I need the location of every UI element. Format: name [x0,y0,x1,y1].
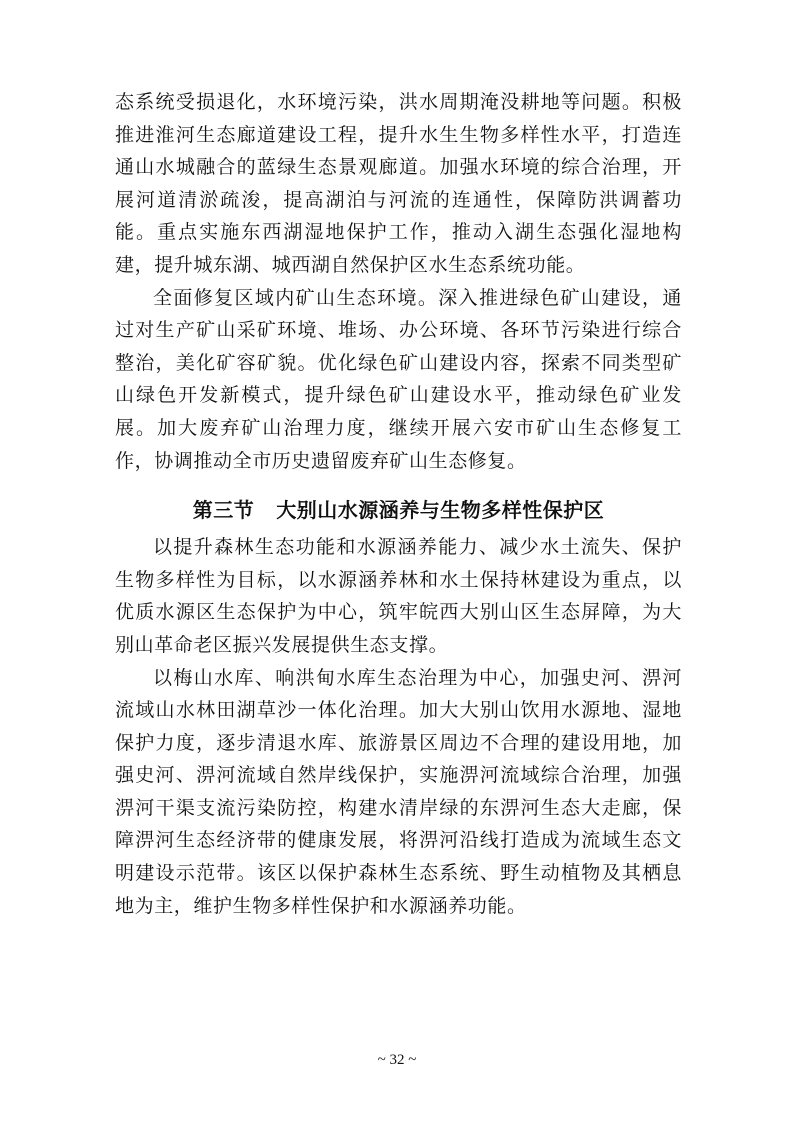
paragraph-mine-restoration: 全面修复区域内矿山生态环境。深入推进绿色矿山建设，通过对生产矿山采矿环境、堆场、办公环境、各环节污染进行综合整治，美化矿容矿貌。优化绿色矿山建设内容，探索不同类型矿山绿色开发新模式，提升绿色矿山建设水平，推动绿色矿业发展。加大废弃矿山治理力度，继续开展六安市矿山生态修复工作，协调推动全市历史遗留废弃矿山生态修复。 [115,286,682,472]
section-heading [115,494,682,526]
page-body [115,86,682,922]
section-number: 第三节 [192,498,255,523]
paragraph-reservoir-governance: 以梅山水库、响洪甸水库生态治理为中心，加强史河、淠河流域山水林田湖草沙一体化治理。加大大别山饮用水源地、湿地保护力度，逐步清退水库、旅游景区周边不合理的建设用地，加强史河、淠河流域自然岸线保护，实施淠河流域综合治理，加强淠河干渠支流污染防控，构建水清岸绿的东淠河生态大走廊，保障淠河生态经济带的健康发展，将淠河沿线打造成为流域生态文明建设示范带。该区以保护森林生态系统、野生动植物及其栖息地为主，维护生物多样性保护和水源涵养功能。 [115,666,682,917]
paragraph-objectives: 以提升森林生态功能和水源涵养能力、减少水土流失、保护生物多样性为目标，以水源涵养林和水土保持林建设为重点，以优质水源区生态保护为中心，筑牢皖西大别山区生态屏障，为大别山革命老区振兴发展提供生态支撑。 [115,536,682,656]
section-title: 大别山水源涵养与生物多样性保护区 [276,498,605,523]
page-number: ~ 32 ~ [377,1052,417,1068]
paragraph-continued: 态系统受损退化，水环境污染，洪水周期淹没耕地等问题。积极推进淮河生态廊道建设工程，提升水生生物多样性水平，打造连通山水城融合的蓝绿生态景观廊道。加强水环境的综合治理，开展河道清淤疏浚，提高湖泊与河流的连通性，保障防洪调蓄功能。重点实施东西湖湿地保护工作，推动入湖生态强化湿地构建，提升城东湖、城西湖自然保护区水生态系统功能。 [115,91,682,276]
